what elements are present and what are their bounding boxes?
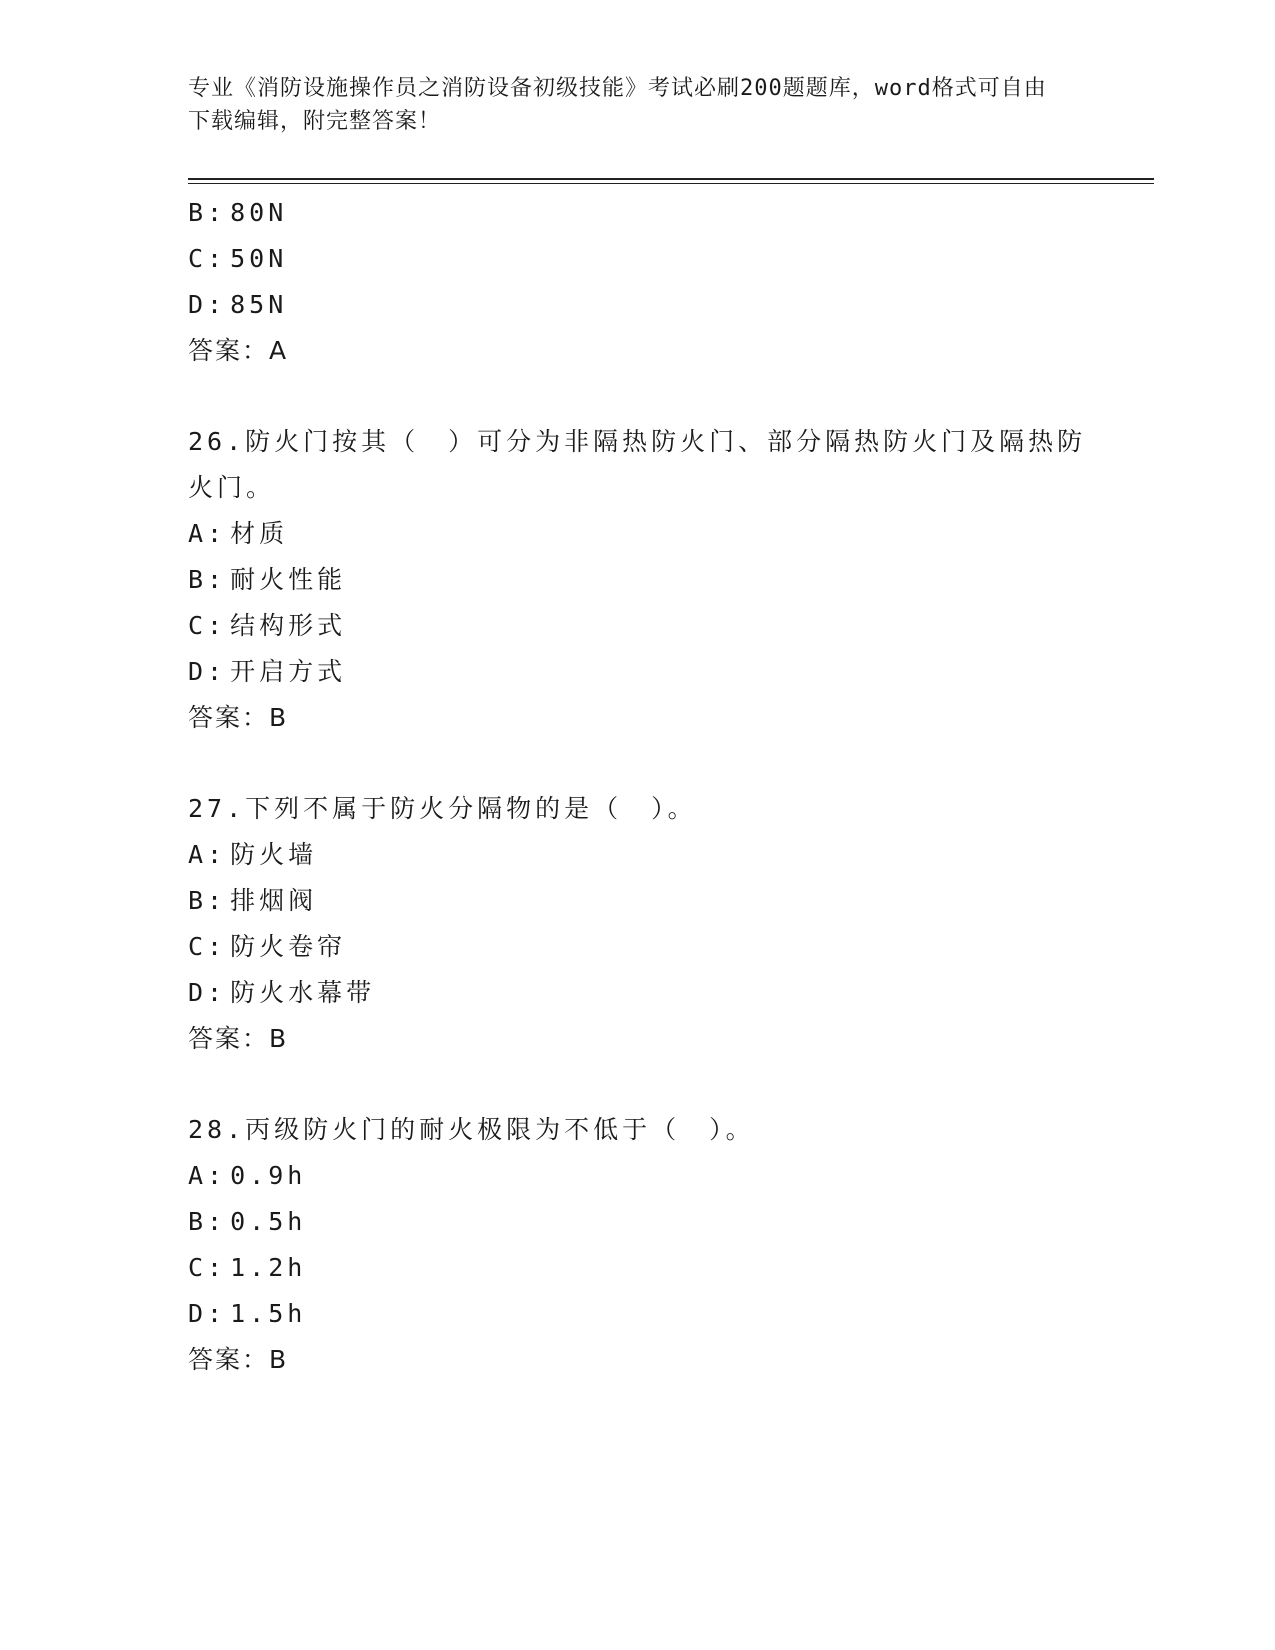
option-a	[188, 1153, 1088, 1199]
option-text: 结构形式	[230, 611, 347, 640]
option-letter: A:	[188, 840, 227, 869]
option-text: 1.2h	[230, 1253, 307, 1282]
question-block-25	[188, 190, 1088, 374]
option-a	[188, 832, 1088, 878]
option-text: 85N	[230, 290, 288, 319]
option-text: 1.5h	[230, 1299, 307, 1328]
option-text: 防火卷帘	[230, 932, 347, 961]
question-stem: 27.下列不属于防火分隔物的是（ ）。	[188, 794, 697, 823]
option-letter: B:	[188, 565, 227, 594]
question-stem: 26.防火门按其（ ）可分为非隔热防火门、部分隔热防火门及隔热防火门。	[188, 427, 1087, 502]
option-b	[188, 190, 1088, 236]
spacer	[188, 741, 1088, 786]
option-text: 防火墙	[230, 840, 318, 869]
option-b	[188, 878, 1088, 924]
option-d	[188, 282, 1088, 328]
option-c	[188, 603, 1088, 649]
option-text: 防火水幕带	[230, 978, 376, 1007]
option-letter: B:	[188, 198, 227, 227]
option-letter: D:	[188, 978, 227, 1007]
answer-line: 答案：B	[188, 703, 289, 732]
option-text: 50N	[230, 244, 288, 273]
answer-line: 答案：A	[188, 336, 289, 365]
option-letter: C:	[188, 611, 227, 640]
option-c	[188, 1245, 1088, 1291]
document-header: 专业《消防设施操作员之消防设备初级技能》考试必刷200题题库，word格式可自由下载编辑，附完整答案！	[188, 76, 1047, 134]
option-letter: D:	[188, 657, 227, 686]
option-text: 材质	[230, 519, 289, 548]
option-letter: B:	[188, 1207, 227, 1236]
spacer	[188, 1062, 1088, 1107]
option-text: 0.9h	[230, 1161, 307, 1190]
option-text: 0.5h	[230, 1207, 307, 1236]
option-c	[188, 924, 1088, 970]
option-d	[188, 1291, 1088, 1337]
header-divider-thick	[188, 178, 1154, 180]
option-c	[188, 236, 1088, 282]
option-text: 排烟阀	[230, 886, 318, 915]
option-d	[188, 970, 1088, 1016]
answer-line: 答案：B	[188, 1345, 289, 1374]
question-block-26	[188, 419, 1088, 741]
option-letter: C:	[188, 932, 227, 961]
answer-line: 答案：B	[188, 1024, 289, 1053]
question-block-27	[188, 786, 1088, 1062]
option-letter: D:	[188, 1299, 227, 1328]
option-b	[188, 1199, 1088, 1245]
option-text: 80N	[230, 198, 288, 227]
option-letter: A:	[188, 519, 227, 548]
option-text: 耐火性能	[230, 565, 347, 594]
header-divider-thin	[188, 183, 1154, 184]
option-b	[188, 557, 1088, 603]
option-letter: B:	[188, 886, 227, 915]
option-letter: C:	[188, 1253, 227, 1282]
option-letter: D:	[188, 290, 227, 319]
spacer	[188, 374, 1088, 419]
option-d	[188, 649, 1088, 695]
question-stem: 28.丙级防火门的耐火极限为不低于（ ）。	[188, 1115, 755, 1144]
option-letter: C:	[188, 244, 227, 273]
question-block-28	[188, 1107, 1088, 1383]
question-content	[188, 190, 1088, 1383]
option-letter: A:	[188, 1161, 227, 1190]
option-a	[188, 511, 1088, 557]
option-text: 开启方式	[230, 657, 347, 686]
